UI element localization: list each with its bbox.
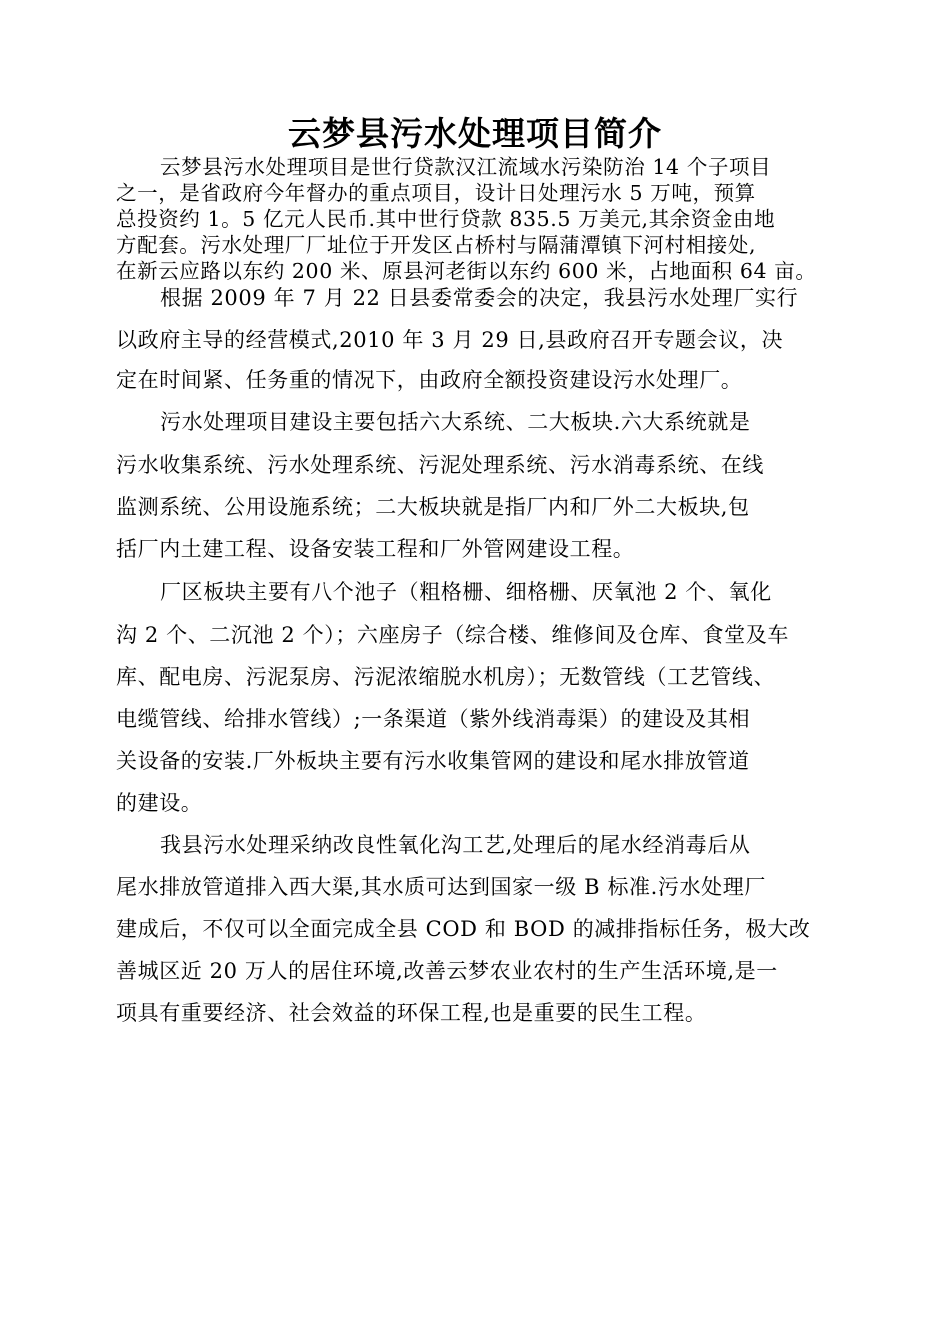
text-line: 厂区板块主要有八个池子（粗格栅、细格栅、厌氧池 2 个、氧化 [160,580,772,604]
text-line: 定在时间紧、任务重的情况下，由政府全额投资建设污水处理厂。 [116,368,743,392]
text-line: 之一，是省政府今年督办的重点项目，设计日处理污水 5 万吨，预算 [116,181,756,205]
document-title: 云梦县污水处理项目简介 [288,114,662,153]
text-line: 我县污水处理采纳改良性氧化沟工艺,处理后的尾水经消毒后从 [160,833,751,857]
text-line: 括厂内土建工程、设备安装工程和厂外管网建设工程。 [116,537,635,561]
text-line: 监测系统、公用设施系统；二大板块就是指厂内和厂外二大板块,包 [116,495,750,519]
text-line: 在新云应路以东约 200 米、原县河老街以东约 600 米，占地面积 64 亩。 [116,259,817,283]
text-line: 总投资约 1。5 亿元人民币.其中世行贷款 835.5 万美元,其余资金由地 [116,207,776,231]
text-line: 污水处理项目建设主要包括六大系统、二大板块.六大系统就是 [160,410,751,434]
text-line: 库、配电房、污泥泵房、污泥浓缩脱水机房）；无数管线（工艺管线、 [116,665,776,689]
text-line: 根据 2009 年 7 月 22 日县委常委会的决定，我县污水处理厂实行 [160,286,799,310]
text-line: 善城区近 20 万人的居住环境,改善云梦农业农村的生产生活环境,是一 [116,959,778,983]
text-line: 污水收集系统、污水处理系统、污泥处理系统、污水消毒系统、在线 [116,453,764,477]
text-line: 的建设。 [116,791,203,815]
text-line: 方配套。污水处理厂厂址位于开发区占桥村与隔蒲潭镇下河村相接处, [116,233,757,257]
text-line: 项具有重要经济、社会效益的环保工程,也是重要的民生工程。 [116,1001,707,1025]
text-line: 云梦县污水处理项目是世行贷款汉江流域水污染防治 14 个子项目 [160,155,772,179]
text-line: 以政府主导的经营模式,2010 年 3 月 29 日,县政府召开专题会议，决 [116,328,784,352]
text-line: 沟 2 个、二沉池 2 个）；六座房子（综合楼、维修间及仓库、食堂及车 [116,623,789,647]
text-line: 建成后，不仅可以全面完成全县 COD 和 BOD 的减排指标任务，极大改 [116,917,811,941]
text-line: 尾水排放管道排入西大渠,其水质可达到国家一级 B 标准.污水处理厂 [116,875,766,899]
text-line: 关设备的安装.厂外板块主要有污水收集管网的建设和尾水排放管道 [116,749,750,773]
text-line: 电缆管线、给排水管线）;一条渠道（紫外线消毒渠）的建设及其相 [116,707,751,731]
